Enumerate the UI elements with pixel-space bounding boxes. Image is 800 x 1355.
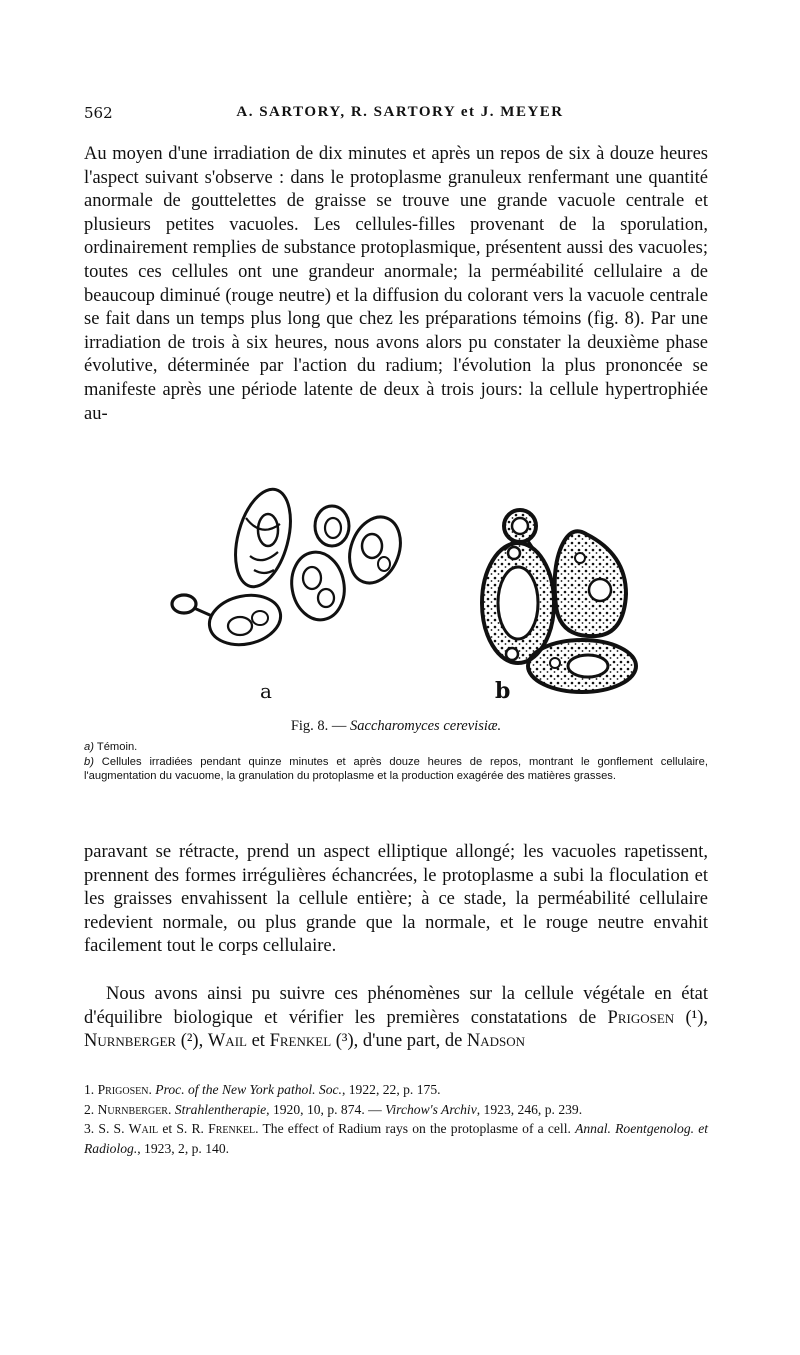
footnote-citation: , 1922, 22, p. 175. [341, 1082, 441, 1097]
paragraph3-intro: Nous avons ainsi pu suivre ces phénomènes sur la cellule végétale en état d'équilibre biologique et vérifier les premières constatations de [84, 984, 708, 1028]
footnote-author-prefix: S. S. [98, 1121, 129, 1136]
footnote-sep: . [148, 1082, 156, 1097]
footnote-journal-2: Virchow's Archiv [385, 1101, 477, 1117]
footnote-number: 2. [84, 1101, 98, 1117]
legend-a-key: a) [84, 741, 94, 753]
ref-1: (¹) [685, 1007, 704, 1028]
ref-2: (²) [180, 1031, 199, 1052]
author-frenkel: Frenkel [269, 1031, 332, 1052]
footnote-number: 3. [84, 1121, 99, 1136]
footnote-3 [84, 1119, 708, 1158]
legend-b-text: Cellules irradiées pendant quinze minutes et après douze heures de repos, montrant le gonflement cellulaire, l'augmentation du vacuome, la granulation du protoplasme et la production exagérée des matières grasses. [84, 755, 708, 782]
footnote-author: Wail [128, 1121, 159, 1136]
footnote-citation: , 1920, 10, p. 874. — [266, 1101, 386, 1117]
yeast-cells-drawing [150, 478, 650, 708]
author-nadson: Nadson [466, 1031, 526, 1052]
legend-b-key: b) [84, 755, 94, 768]
paragraph3-tail: , d'une part, de [353, 1031, 467, 1052]
footnote-2 [84, 1100, 708, 1120]
legend-a [84, 740, 708, 755]
footnote-journal: Proc. of the New York pathol. Soc. [155, 1082, 342, 1097]
page-number: 562 [84, 104, 113, 122]
legend-b [84, 755, 708, 784]
figure-caption [84, 718, 708, 735]
footnote-author: Nurnberger [97, 1101, 168, 1117]
cell-elongated [226, 483, 300, 593]
ref-3: (³) [335, 1031, 354, 1052]
footnote-journal: Strahlentherapie [174, 1101, 267, 1117]
footnote-author: Prigosen [97, 1082, 149, 1097]
bud [172, 595, 196, 613]
footnote-1 [84, 1080, 708, 1100]
cell-budding [205, 589, 285, 651]
body-paragraph-2: paravant se rétracte, prend un aspect elliptique allongé; les vacuoles rapetissent, prennent des formes irrégulières échancrées, le protoplasme a subi la floculation et les graisses envahissent la cellule entière; à ce stade, la perméabilité cellulaire redevient normale, ou plus grande que la normale, et le rouge neutre envahit facilement tout le corps cellulaire. [84, 842, 708, 957]
footnote-journal: Annal. Roentgenolog. et Radiolog. [84, 1121, 709, 1156]
body-paragraph-1: Au moyen d'une irradiation de dix minutes et après un repos de six à douze heures l'aspect suivant s'observe : dans le protoplasme granuleux renfermant une quantité anormale de gouttelettes de graisse se trouve une grande vacuole centrale et plusieurs petites vacuoles. Les cellules-filles provenant de la sporulation, ordinairement remplies de substance protoplasmique, présentent aussi des vacuoles; toutes ces cellules ont une grandeur anormale; la perméabilité cellulaire a de beaucoup diminué (rouge neutre) et la diffusion du colorant vers la vacuole centrale se fait dans un temps plus long que chez les préparations témoins (fig. 8). Par une irradiation de trois à six heures, nous avons alors pu constater la deuxième phase évolutive, déterminée par l'action du radium; l'évolution la plus prononcée se manifeste après une période latente de deux à trois jours: la cellule hypertrophiée au- [84, 144, 708, 424]
separator: , [703, 1007, 708, 1028]
legend-a-text: Témoin. [93, 741, 138, 753]
footnote-author-2: Frenkel [208, 1121, 256, 1136]
conjunction-et: et [246, 1031, 270, 1052]
author-wail: Wail [207, 1031, 247, 1052]
footnote-citation-2: , 1923, 246, p. 239. [476, 1101, 583, 1117]
cell-round-right [341, 510, 409, 590]
caption-species: Saccharomyces cerevisiæ. [350, 718, 502, 734]
author-nurnberger: Nurnberger [84, 1031, 177, 1052]
figure-8 [150, 478, 650, 708]
footnote-author-join: et S. R. [158, 1121, 209, 1136]
figure-legend [84, 740, 708, 784]
footnote-citation: , 1923, 2, p. 140. [137, 1140, 230, 1156]
footnote-title: . The effect of Radium rays on the protoplasme of a cell. [255, 1121, 576, 1136]
cells-control-a [172, 483, 409, 651]
cells-irradiated-b [482, 510, 636, 692]
caption-prefix: Fig. 8. — [290, 718, 351, 734]
separator: , [198, 1031, 208, 1052]
figure-label-a: a [260, 679, 272, 703]
footnote-sep: . [167, 1101, 175, 1117]
body-paragraph-3 [84, 983, 708, 1054]
author-prigosen: Prigosen [607, 1007, 675, 1028]
footnote-number: 1. [84, 1082, 98, 1097]
running-title: A. SARTORY, R. SARTORY et J. MEYER [236, 104, 564, 120]
running-header [84, 104, 716, 130]
cell-small-top [315, 506, 349, 546]
figure-label-b: b [495, 678, 511, 704]
footnotes [84, 1080, 708, 1158]
